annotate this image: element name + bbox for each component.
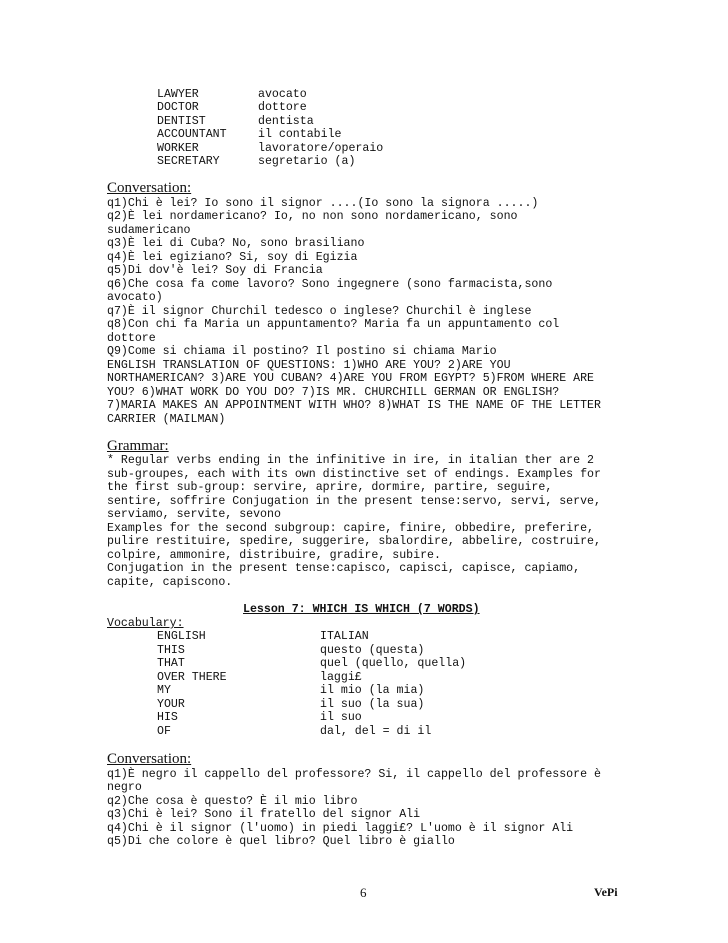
text-line: q1)È negro il cappello del professore? Si, il cappello del professore è xyxy=(107,768,601,781)
text-line: q5)Di dov'è lei? Soy di Francia xyxy=(107,264,323,277)
vocab-english: ENGLISH xyxy=(157,630,206,643)
vocab-english: MY xyxy=(157,684,171,697)
vocab-english: THIS xyxy=(157,644,185,657)
text-line: q4)È lei egiziano? Si, soy di Egizia xyxy=(107,251,358,264)
vocab-italian: laggi£ xyxy=(320,671,362,684)
grammar-heading: Grammar: xyxy=(107,438,169,454)
text-line: 7)MARIA MAKES AN APPOINTMENT WITH WHO? 8)WHAT IS THE NAME OF THE LETTER xyxy=(107,399,601,412)
text-line: CARRIER (MAILMAN) xyxy=(107,413,226,426)
vocab-english: YOUR xyxy=(157,698,185,711)
vocab-english: THAT xyxy=(157,657,185,670)
text-line: sudamericano xyxy=(107,224,191,237)
text-line: sub-groupes, each with its own distinctive set of endings. Examples for xyxy=(107,468,601,481)
vocab-english: HIS xyxy=(157,711,178,724)
vocab-english: OF xyxy=(157,725,171,738)
vocab-italian: il contabile xyxy=(258,128,342,141)
text-line: colpire, ammonire, distribuire, gradire, subire. xyxy=(107,549,441,562)
text-line: q8)Con chi fa Maria un appuntamento? Maria fa un appuntamento col xyxy=(107,318,560,331)
vocab-italian: quel (quello, quella) xyxy=(320,657,467,670)
text-line: ENGLISH TRANSLATION OF QUESTIONS: 1)WHO ARE YOU? 2)ARE YOU xyxy=(107,359,511,372)
vocab-italian: il suo xyxy=(320,711,362,724)
text-line: q1)Chi è lei? Io sono il signor ....(Io sono la signora .....) xyxy=(107,197,539,210)
vocab-italian: dottore xyxy=(258,101,307,114)
vocabulary-heading: Vocabulary: xyxy=(107,617,184,630)
text-line: dottore xyxy=(107,332,156,345)
text-line: q4)Chi è il signor (l'uomo) in piedi laggi£? L'uomo è il signor Ali xyxy=(107,822,574,835)
vocab-italian: questo (questa) xyxy=(320,644,425,657)
vocab-italian: avocato xyxy=(258,88,307,101)
author-signature: VePi xyxy=(594,885,618,899)
text-line: YOU? 6)WHAT WORK DO YOU DO? 7)IS MR. CHURCHILL GERMAN OR ENGLISH? xyxy=(107,386,560,399)
text-line: q6)Che cosa fa come lavoro? Sono ingegnere (sono farmacista,sono xyxy=(107,278,553,291)
text-line: negro xyxy=(107,781,142,794)
vocab-english: WORKER xyxy=(157,142,199,155)
vocab-english: ACCOUNTANT xyxy=(157,128,227,141)
text-line: the first sub-group: servire, aprire, dormire, partire, seguire, xyxy=(107,481,553,494)
text-line: Conjugation in the present tense:capisco, capisci, capisce, capiamo, xyxy=(107,562,581,575)
vocab-italian: il mio (la mia) xyxy=(320,684,425,697)
vocab-italian: il suo (la sua) xyxy=(320,698,425,711)
vocab-italian: ITALIAN xyxy=(320,630,369,643)
text-line: Q9)Come si chiama il postino? Il postino si chiama Mario xyxy=(107,345,497,358)
text-line: avocato) xyxy=(107,291,163,304)
page-number: 6 xyxy=(360,885,367,900)
text-line: q3)È lei di Cuba? No, sono brasiliano xyxy=(107,237,365,250)
text-line: q2)Che cosa è questo? È il mio libro xyxy=(107,795,358,808)
text-line: q7)È il signor Churchil tedesco o inglese? Churchil è inglese xyxy=(107,305,532,318)
conversation-heading: Conversation: xyxy=(107,751,192,767)
vocab-english: OVER THERE xyxy=(157,671,227,684)
text-line: * Regular verbs ending in the infinitive in ire, in italian ther are 2 xyxy=(107,454,595,467)
vocab-italian: segretario (a) xyxy=(258,155,356,168)
lesson-title: Lesson 7: WHICH IS WHICH (7 WORDS) xyxy=(243,603,480,616)
vocab-english: DOCTOR xyxy=(157,101,199,114)
vocab-english: LAWYER xyxy=(157,88,199,101)
vocab-italian: lavoratore/operaio xyxy=(258,142,384,155)
text-line: serviamo, servite, sevono xyxy=(107,508,281,521)
text-line: Examples for the second subgroup: capire, finire, obbedire, preferire, xyxy=(107,522,595,535)
text-line: sentire, soffrire Conjugation in the present tense:servo, servi, serve, xyxy=(107,495,601,508)
vocab-english: SECRETARY xyxy=(157,155,220,168)
conversation-heading: Conversation: xyxy=(107,180,192,196)
vocab-english: DENTIST xyxy=(157,115,206,128)
text-line: NORTHAMERICAN? 3)ARE YOU CUBAN? 4)ARE YOU FROM EGYPT? 5)FROM WHERE ARE xyxy=(107,372,595,385)
text-line: q3)Chi è lei? Sono il fratello del signor Ali xyxy=(107,808,421,821)
text-line: q5)Di che colore è quel libro? Quel libro è giallo xyxy=(107,835,455,848)
text-line: q2)È lei nordamericano? Io, no non sono nordamericano, sono xyxy=(107,210,518,223)
text-line: pulire restituire, spedire, suggerire, sbalordire, abbelire, costruire, xyxy=(107,535,601,548)
text-line: capite, capiscono. xyxy=(107,576,233,589)
vocab-italian: dal, del = di il xyxy=(320,725,432,738)
vocab-italian: dentista xyxy=(258,115,314,128)
